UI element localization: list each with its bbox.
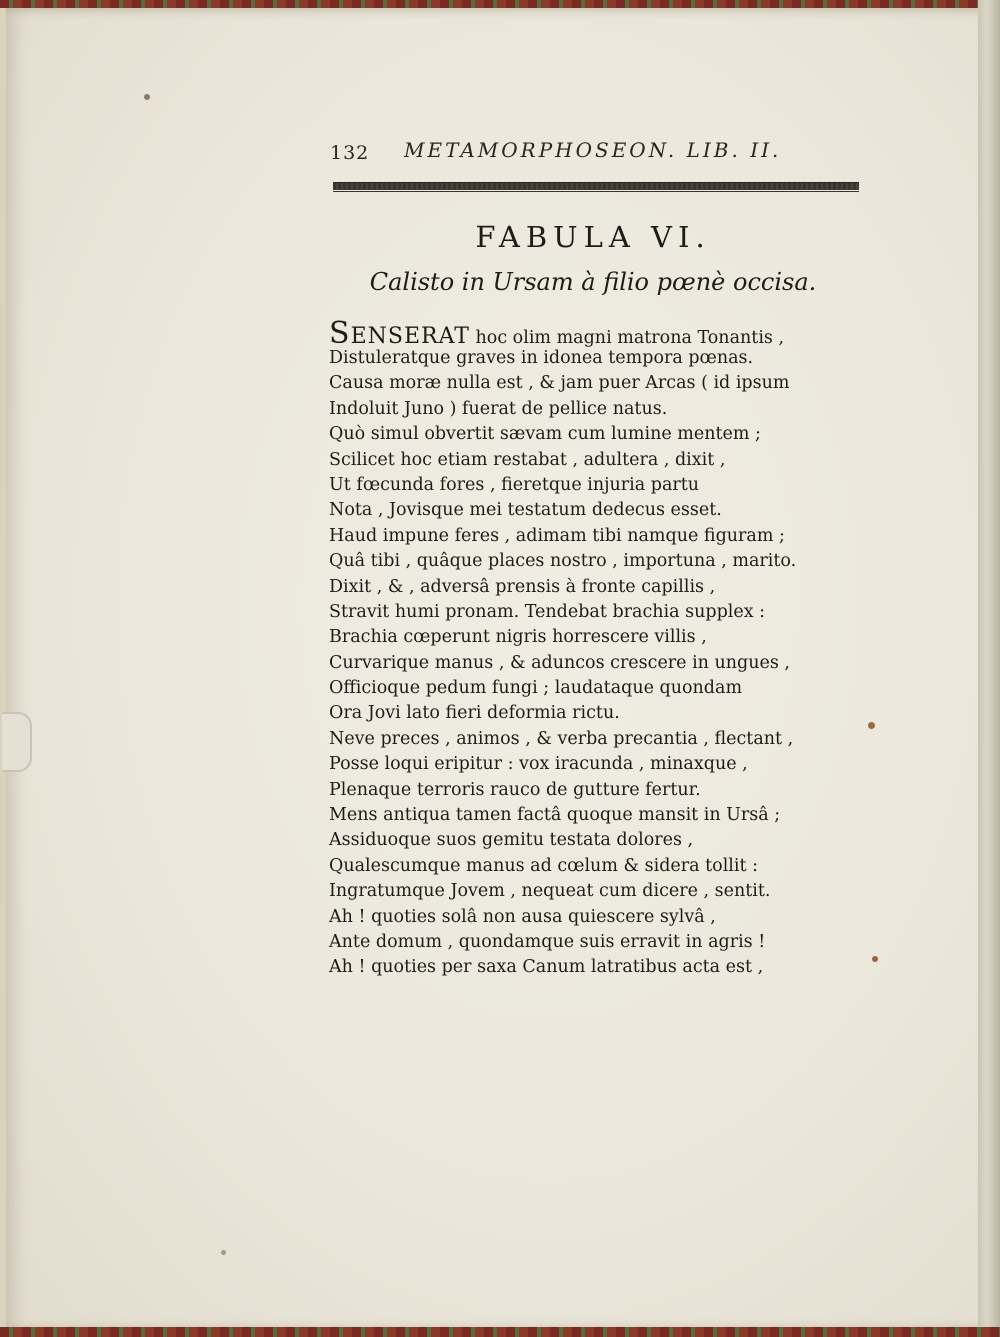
header-rule-thin — [333, 191, 859, 192]
verse-line: Qualescumque manus ad cœlum & sidera tollit : — [329, 855, 758, 876]
verse-line: Curvarique manus , & aduncos crescere in ungues , — [329, 652, 790, 673]
running-title: METAMORPHOSEON. LIB. II. — [404, 138, 782, 162]
verse-line: Dixit , & , adversâ prensis à fronte capillis , — [329, 576, 716, 597]
verse-line: Scilicet hoc etiam restabat , adultera , dixit , — [329, 449, 726, 470]
verse-line: Plenaque terroris rauco de gutture fertur. — [329, 779, 701, 800]
running-header — [330, 138, 870, 168]
verse-line: Ut fœcunda fores , fieretque injuria partu — [329, 474, 700, 495]
verse-list — [329, 314, 869, 981]
verse-line: Neve preces , animos , & verba precantia , flectant , — [329, 728, 794, 749]
verse-line: Quâ tibi , quâque places nostro , importuna , marito. — [329, 551, 797, 572]
verse-line: Haud impune feres , adimam tibi namque figuram ; — [329, 525, 785, 546]
opening-word: SENSERAT — [329, 316, 470, 351]
verse-line: Posse loqui eripitur : vox iracunda , minaxque , — [329, 754, 748, 775]
verse-line: Assiduoque suos gemitu testata dolores , — [329, 830, 694, 851]
verse-line: Distuleratque graves in idonea tempora pœnas. — [329, 348, 754, 368]
verse-line: Ah ! quoties per saxa Canum latratibus acta est , — [329, 957, 764, 978]
verse-line: Indoluit Juno ) fuerat de pellice natus. — [329, 398, 668, 419]
paper-spot — [868, 722, 875, 729]
verse-line: Stravit humi pronam. Tendebat brachia supplex : — [329, 601, 766, 622]
verse-line: Causa moræ nulla est , & jam puer Arcas ( id ipsum — [329, 373, 790, 394]
verse-line-opening — [329, 314, 869, 351]
paper-spot — [144, 94, 150, 100]
page-clasp — [2, 712, 32, 772]
fable-subtitle: Calisto in Ursam à filio pœnè occisa. — [369, 268, 817, 296]
verse-line: Ingratumque Jovem , nequeat cum dicere , sentit. — [329, 881, 771, 902]
header-rule — [333, 182, 859, 190]
paper-spot — [221, 1250, 226, 1255]
verse-line: Mens antiqua tamen factâ quoque mansit in Ursâ ; — [329, 805, 781, 826]
fable-title: FABULA VI. — [475, 220, 711, 254]
page-number: 132 — [330, 142, 370, 164]
paper-spot — [872, 956, 878, 962]
verse-line: Quò simul obvertit sævam cum lumine mentem ; — [329, 424, 761, 445]
verse-line: Officioque pedum fungi ; laudataque quondam — [329, 678, 743, 699]
book-binding-bottom — [0, 1327, 1000, 1337]
verse-line: Ah ! quoties solâ non ausa quiescere sylvâ , — [329, 906, 716, 927]
opening-line-rest: hoc olim magni matrona Tonantis , — [475, 328, 785, 348]
verse-line: Ora Jovi lato fieri deformia rictu. — [329, 703, 620, 724]
verse-line: Nota , Jovisque mei testatum dedecus esset. — [329, 500, 722, 521]
book-binding-right — [978, 0, 1000, 1337]
verse-line: Ante domum , quondamque suis erravit in agris ! — [329, 931, 766, 952]
verse-line: Brachia cœperunt nigris horrescere villis , — [329, 627, 707, 648]
